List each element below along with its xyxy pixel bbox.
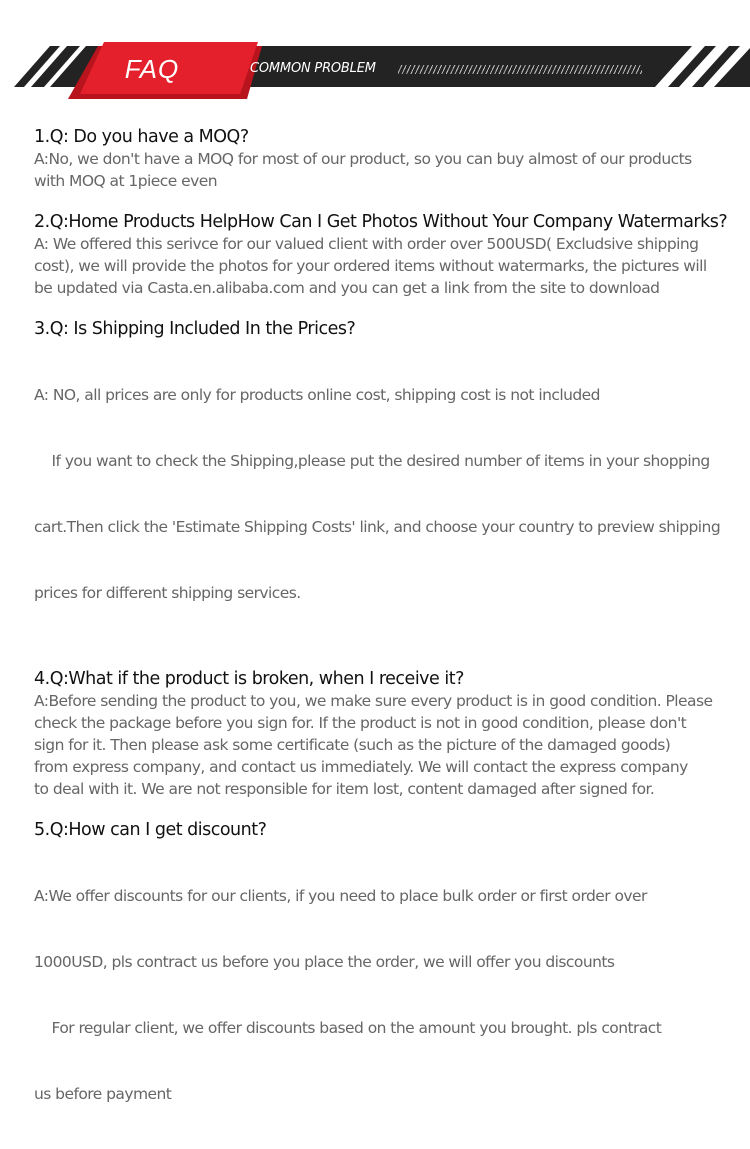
faq-answer-5 xyxy=(34,841,734,1149)
faq-item-4 xyxy=(34,668,734,800)
faq-banner xyxy=(0,0,750,110)
answer-line: A:Before sending the product to you, we make sure every product is in good condition. Please xyxy=(34,692,713,710)
faq-question-5: 5.Q:How can I get discount? xyxy=(34,820,267,840)
faq-item-2 xyxy=(34,211,734,299)
answer-line: cart.Then click the 'Estimate Shipping Costs' link, and choose your country to preview shipping xyxy=(34,518,721,536)
answer-line: A:We offer discounts for our clients, if you need to place bulk order or first order over xyxy=(34,887,647,905)
answer-line: prices for different shipping services. xyxy=(34,584,301,602)
faq-item-5 xyxy=(34,819,734,1149)
answer-line: If you want to check the Shipping,please put the desired number of items in your shopping xyxy=(34,452,710,470)
faq-item-3 xyxy=(34,318,734,648)
faq-answer-1 xyxy=(34,148,734,192)
answer-line: check the package before you sign for. If the product is not in good condition, please don't xyxy=(34,714,687,732)
faq-answer-4 xyxy=(34,690,734,800)
answer-line: A: We offered this serivce for our valued client with order over 500USD( Excludsive shipping xyxy=(34,235,699,253)
answer-line: from express company, and contact us immediately. We will contact the express company xyxy=(34,758,688,776)
faq-list xyxy=(34,126,734,1149)
faq-question-3: 3.Q: Is Shipping Included In the Prices? xyxy=(34,319,356,339)
answer-line: sign for it. Then please ask some certificate (such as the picture of the damaged goods) xyxy=(34,736,671,754)
faq-answer-3 xyxy=(34,340,734,648)
answer-line: A:No, we don't have a MOQ for most of our product, so you can buy almost of our products xyxy=(34,150,692,168)
answer-line: be updated via Casta.en.alibaba.com and you can get a link from the site to download xyxy=(34,279,660,297)
faq-question-1: 1.Q: Do you have a MOQ? xyxy=(34,127,249,147)
answer-line: For regular client, we offer discounts based on the amount you brought. pls contract xyxy=(34,1019,662,1037)
answer-line: to deal with it. We are not responsible for item lost, content damaged after signed for. xyxy=(34,780,655,798)
faq-question-4: 4.Q:What if the product is broken, when I receive it? xyxy=(34,669,464,689)
answer-line: cost), we will provide the photos for your ordered items without watermarks, the pictures will xyxy=(34,257,707,275)
answer-line: us before payment xyxy=(34,1085,172,1103)
common-problem-subtitle: COMMON PROBLEM xyxy=(250,61,376,76)
faq-question-2: 2.Q:Home Products HelpHow Can I Get Photos Without Your Company Watermarks? xyxy=(34,212,728,232)
answer-line: A: NO, all prices are only for products online cost, shipping cost is not included xyxy=(34,386,600,404)
banner-hatch-decoration xyxy=(398,65,642,74)
answer-line: with MOQ at 1piece even xyxy=(34,172,217,190)
faq-answer-2 xyxy=(34,233,734,299)
answer-line: 1000USD, pls contract us before you place the order, we will offer you discounts xyxy=(34,953,615,971)
faq-title: FAQ xyxy=(124,54,180,84)
faq-item-1 xyxy=(34,126,734,192)
